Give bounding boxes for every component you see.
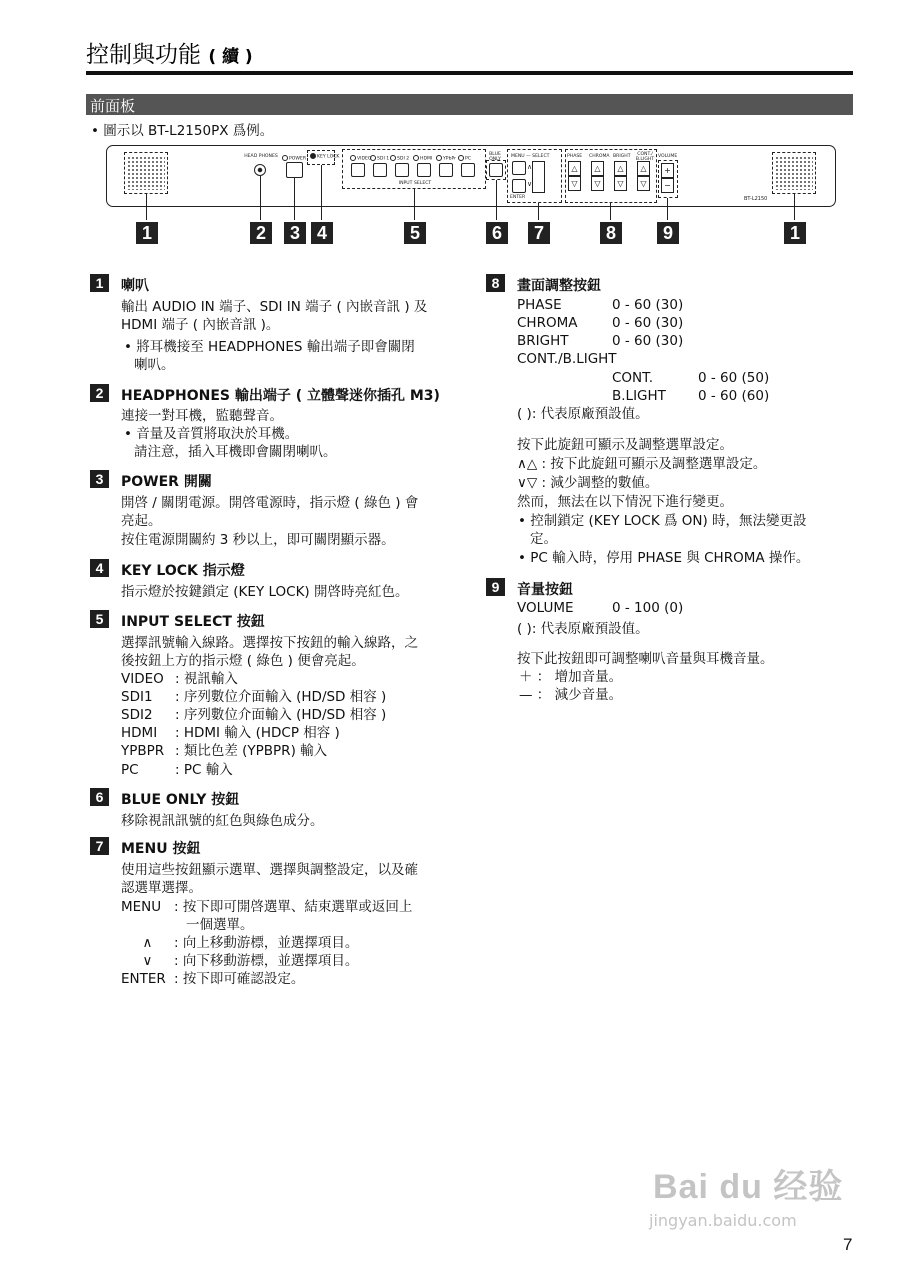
item-7-badge: 7: [90, 837, 109, 855]
chroma-up-icon[interactable]: △: [591, 161, 604, 176]
keylock-led-icon: [310, 153, 316, 159]
item-8-row: BRIGHT 0 - 60 (30): [517, 333, 684, 349]
leader-line: [260, 176, 261, 220]
item-5-line: 後按鈕上方的指示燈 ( 綠色 ) 便會亮起。: [121, 653, 365, 669]
chroma-control[interactable]: [591, 161, 604, 191]
phase-control[interactable]: [568, 161, 581, 191]
cont-up-icon[interactable]: △: [637, 161, 650, 176]
select-up-icon: ∧: [527, 163, 533, 171]
callout-1-right: 1: [784, 222, 806, 244]
item-8-line: 按下此旋鈕可顯示及調整選單設定。: [517, 437, 733, 453]
item-5-row: SDI1 : 序列數位介面輸入 (HD/SD 相容 ): [121, 689, 387, 705]
select-rocker[interactable]: [532, 161, 545, 193]
item-3-line: 開啓 / 關閉電源。開啓電源時，指示燈 ( 綠色 ) 會: [121, 495, 419, 511]
item-7-row: 一個選單。: [186, 917, 254, 933]
power-button[interactable]: [286, 162, 303, 178]
item-8-subrow: B.LIGHT 0 - 60 (60): [612, 388, 770, 404]
item-9-line: ＋ ： 增加音量。: [519, 669, 623, 685]
item-7-line: 使用這些按鈕顯示選單、選擇與調整設定，以及確: [121, 862, 418, 878]
input-sdi2-label: SDI 2: [390, 155, 409, 162]
input-video-label: VIDEO: [350, 155, 372, 162]
input-sdi2-button[interactable]: [395, 163, 409, 177]
headphones-jack-icon: [254, 164, 266, 176]
item-6-badge: 6: [90, 788, 109, 806]
watermark-url: jingyan.baidu.com: [649, 1211, 797, 1230]
callout-4: 4: [311, 222, 333, 244]
item-3-title: POWER 開關: [121, 474, 212, 490]
item-1-title: 喇叭: [121, 278, 149, 294]
title-rule: [86, 71, 853, 75]
leader-line: [667, 198, 668, 220]
item-6-line: 移除視訊訊號的紅色與綠色成分。: [121, 813, 324, 829]
input-hdmi-button[interactable]: [417, 163, 431, 177]
enter-label: ENTER: [510, 195, 526, 200]
item-9-line: — ： 減少音量。: [519, 687, 623, 703]
input-ypbpr-label: YPbPr: [436, 155, 456, 162]
power-label: POWER: [282, 155, 306, 162]
item-2-line: • 音量及音質將取決於耳機。: [124, 426, 299, 442]
callout-7: 7: [528, 222, 550, 244]
item-2-line: 請注意，插入耳機即會關閉喇叭。: [134, 444, 337, 460]
leader-line: [321, 165, 322, 220]
chroma-down-icon[interactable]: ▽: [591, 176, 604, 191]
item-7-row: ENTER : 按下即可確認設定。: [121, 971, 305, 987]
blue-only-label: BLUE ONLY: [489, 152, 501, 162]
baidu-watermark: [645, 1145, 855, 1245]
item-4-line: 指示燈於按鍵鎖定 (KEY LOCK) 開啓時亮紅色。: [121, 584, 409, 600]
item-8-row: CONT./B.LIGHT: [517, 351, 617, 367]
leader-line: [146, 194, 147, 220]
section-bar: [86, 94, 853, 115]
select-down-icon: ∨: [527, 180, 533, 188]
item-2-title: HEADPHONES 輸出端子 ( 立體聲迷你插孔 M3): [121, 388, 440, 404]
leader-line: [538, 203, 539, 220]
item-5-row: YPBPR : 類比色差 (YPBPR) 輸入: [121, 743, 328, 759]
phase-down-icon[interactable]: ▽: [568, 176, 581, 191]
item-5-row: PC : PC 輸入: [121, 762, 233, 778]
page-title: 控制與功能 ( 續 ): [86, 42, 253, 68]
item-1-line: 輸出 AUDIO IN 端子、SDI IN 端子 ( 內嵌音訊 ) 及: [121, 299, 428, 315]
item-8-subrow: CONT. 0 - 60 (50): [612, 370, 770, 386]
item-8-line: 然而，無法在以下情況下進行變更。: [517, 494, 733, 510]
item-4-badge: 4: [90, 559, 109, 577]
item-7-row: MENU : 按下即可開啓選單、結束選單或返回上: [121, 899, 413, 915]
item-8-line: ∧△ : 按下此旋鈕可顯示及調整選單設定。: [517, 456, 767, 472]
cont-blight-label: CONT./ B.LIGHT: [635, 152, 655, 162]
input-select-label: INPUT SELECT: [398, 181, 432, 186]
input-pc-label: PC: [458, 155, 471, 162]
intro-note: • 圖示以 BT-L2150PX 爲例。: [91, 123, 274, 139]
item-9-badge: 9: [486, 578, 505, 596]
bright-control[interactable]: [614, 161, 627, 191]
headphones-label: HEAD PHONES: [244, 154, 278, 159]
item-8-line: • 控制鎖定 (KEY LOCK 爲 ON) 時，無法變更設: [518, 513, 807, 529]
item-8-note: ( ): 代表原廠預設值。: [517, 406, 649, 422]
item-9-row: VOLUME 0 - 100 (0): [517, 600, 684, 616]
bright-down-icon[interactable]: ▽: [614, 176, 627, 191]
item-3-badge: 3: [90, 470, 109, 488]
speaker-left-grille: [127, 156, 165, 190]
callout-6: 6: [486, 222, 508, 244]
item-5-badge: 5: [90, 610, 109, 628]
volume-minus-icon[interactable]: −: [661, 178, 674, 193]
callout-5: 5: [404, 222, 426, 244]
input-video-button[interactable]: [351, 163, 365, 177]
cont-down-icon[interactable]: ▽: [637, 176, 650, 191]
volume-control[interactable]: [661, 163, 674, 193]
watermark-brand: Bai du 经验: [653, 1168, 844, 1206]
volume-plus-icon[interactable]: +: [661, 163, 674, 178]
item-8-line: • PC 輸入時，停用 PHASE 與 CHROMA 操作。: [518, 550, 810, 566]
phase-up-icon[interactable]: △: [568, 161, 581, 176]
item-8-badge: 8: [486, 274, 505, 292]
section-title: 前面板: [90, 97, 136, 115]
item-9-title: 音量按鈕: [517, 582, 573, 598]
enter-button[interactable]: [512, 179, 526, 193]
phase-label: PHASE: [567, 154, 583, 159]
cont-control[interactable]: [637, 161, 650, 191]
input-ypbpr-button[interactable]: [439, 163, 453, 177]
item-7-row: ∧ : 向上移動游標，並選擇項目。: [142, 935, 359, 951]
item-8-row: CHROMA 0 - 60 (30): [517, 315, 684, 331]
item-7-row: ∨ : 向下移動游標，並選擇項目。: [142, 953, 359, 969]
input-pc-button[interactable]: [461, 163, 475, 177]
item-2-line: 連接一對耳機，監聽聲音。: [121, 408, 283, 424]
callout-8: 8: [600, 222, 622, 244]
power-led-icon: [282, 155, 288, 161]
blue-only-button[interactable]: [489, 163, 503, 177]
input-sdi1-button[interactable]: [373, 163, 387, 177]
callout-9: 9: [657, 222, 679, 244]
item-6-title: BLUE ONLY 按鈕: [121, 792, 240, 808]
item-5-row: VIDEO : 視訊輸入: [121, 671, 238, 687]
item-5-title: INPUT SELECT 按鈕: [121, 614, 265, 630]
item-2-badge: 2: [90, 384, 109, 402]
callout-3: 3: [284, 222, 306, 244]
item-8-line: 定。: [530, 531, 557, 547]
callout-2: 2: [250, 222, 272, 244]
model-label: BT-L2150: [744, 196, 768, 202]
speaker-right-grille: [775, 156, 813, 190]
item-7-title: MENU 按鈕: [121, 841, 201, 857]
item-9-note: ( ): 代表原廠預設值。: [517, 621, 649, 637]
item-5-row: HDMI : HDMI 輸入 (HDCP 相容 ): [121, 725, 340, 741]
item-9-line: 按下此按鈕即可調整喇叭音量與耳機音量。: [517, 651, 774, 667]
leader-line: [496, 180, 497, 220]
page-number: 7: [843, 1235, 853, 1254]
volume-label: VOLUME: [658, 154, 678, 159]
callout-1-left: 1: [136, 222, 158, 244]
item-8-line: ∨▽ : 減少調整的數値。: [517, 475, 659, 491]
item-1-line: HDMI 端子 ( 內嵌音訊 )。: [121, 317, 280, 333]
item-7-line: 認選單選擇。: [121, 880, 202, 896]
input-hdmi-label: HDMI: [413, 155, 432, 162]
bright-label: BRIGHT: [613, 154, 631, 159]
item-8-title: 畫面調整按鈕: [517, 278, 601, 294]
item-8-row: PHASE 0 - 60 (30): [517, 297, 684, 313]
item-1-line: • 將耳機接至 HEADPHONES 輸出端子即會關閉: [124, 339, 415, 355]
item-3-line: 按住電源開關約 3 秒以上，即可關閉顯示器。: [121, 532, 395, 548]
item-3-line: 亮起。: [121, 513, 162, 529]
item-1-line: 喇叭。: [134, 357, 175, 373]
bright-up-icon[interactable]: △: [614, 161, 627, 176]
keylock-label: KEY LOCK: [310, 153, 339, 160]
menu-button[interactable]: [512, 161, 526, 175]
leader-line: [794, 194, 795, 220]
leader-line: [294, 178, 295, 220]
chroma-label: CHROMA: [589, 154, 610, 159]
leader-line: [610, 203, 611, 220]
item-5-row: SDI2 : 序列數位介面輸入 (HD/SD 相容 ): [121, 707, 387, 723]
menu-select-label: MENU — SELECT: [511, 154, 550, 159]
input-sdi1-label: SDI 1: [370, 155, 389, 162]
item-5-line: 選擇訊號輸入線路。選擇按下按鈕的輸入線路，之: [121, 635, 418, 651]
item-4-title: KEY LOCK 指示燈: [121, 563, 245, 579]
item-1-badge: 1: [90, 274, 109, 292]
title-suffix: ( 續 ): [208, 47, 253, 67]
leader-line: [414, 189, 415, 220]
